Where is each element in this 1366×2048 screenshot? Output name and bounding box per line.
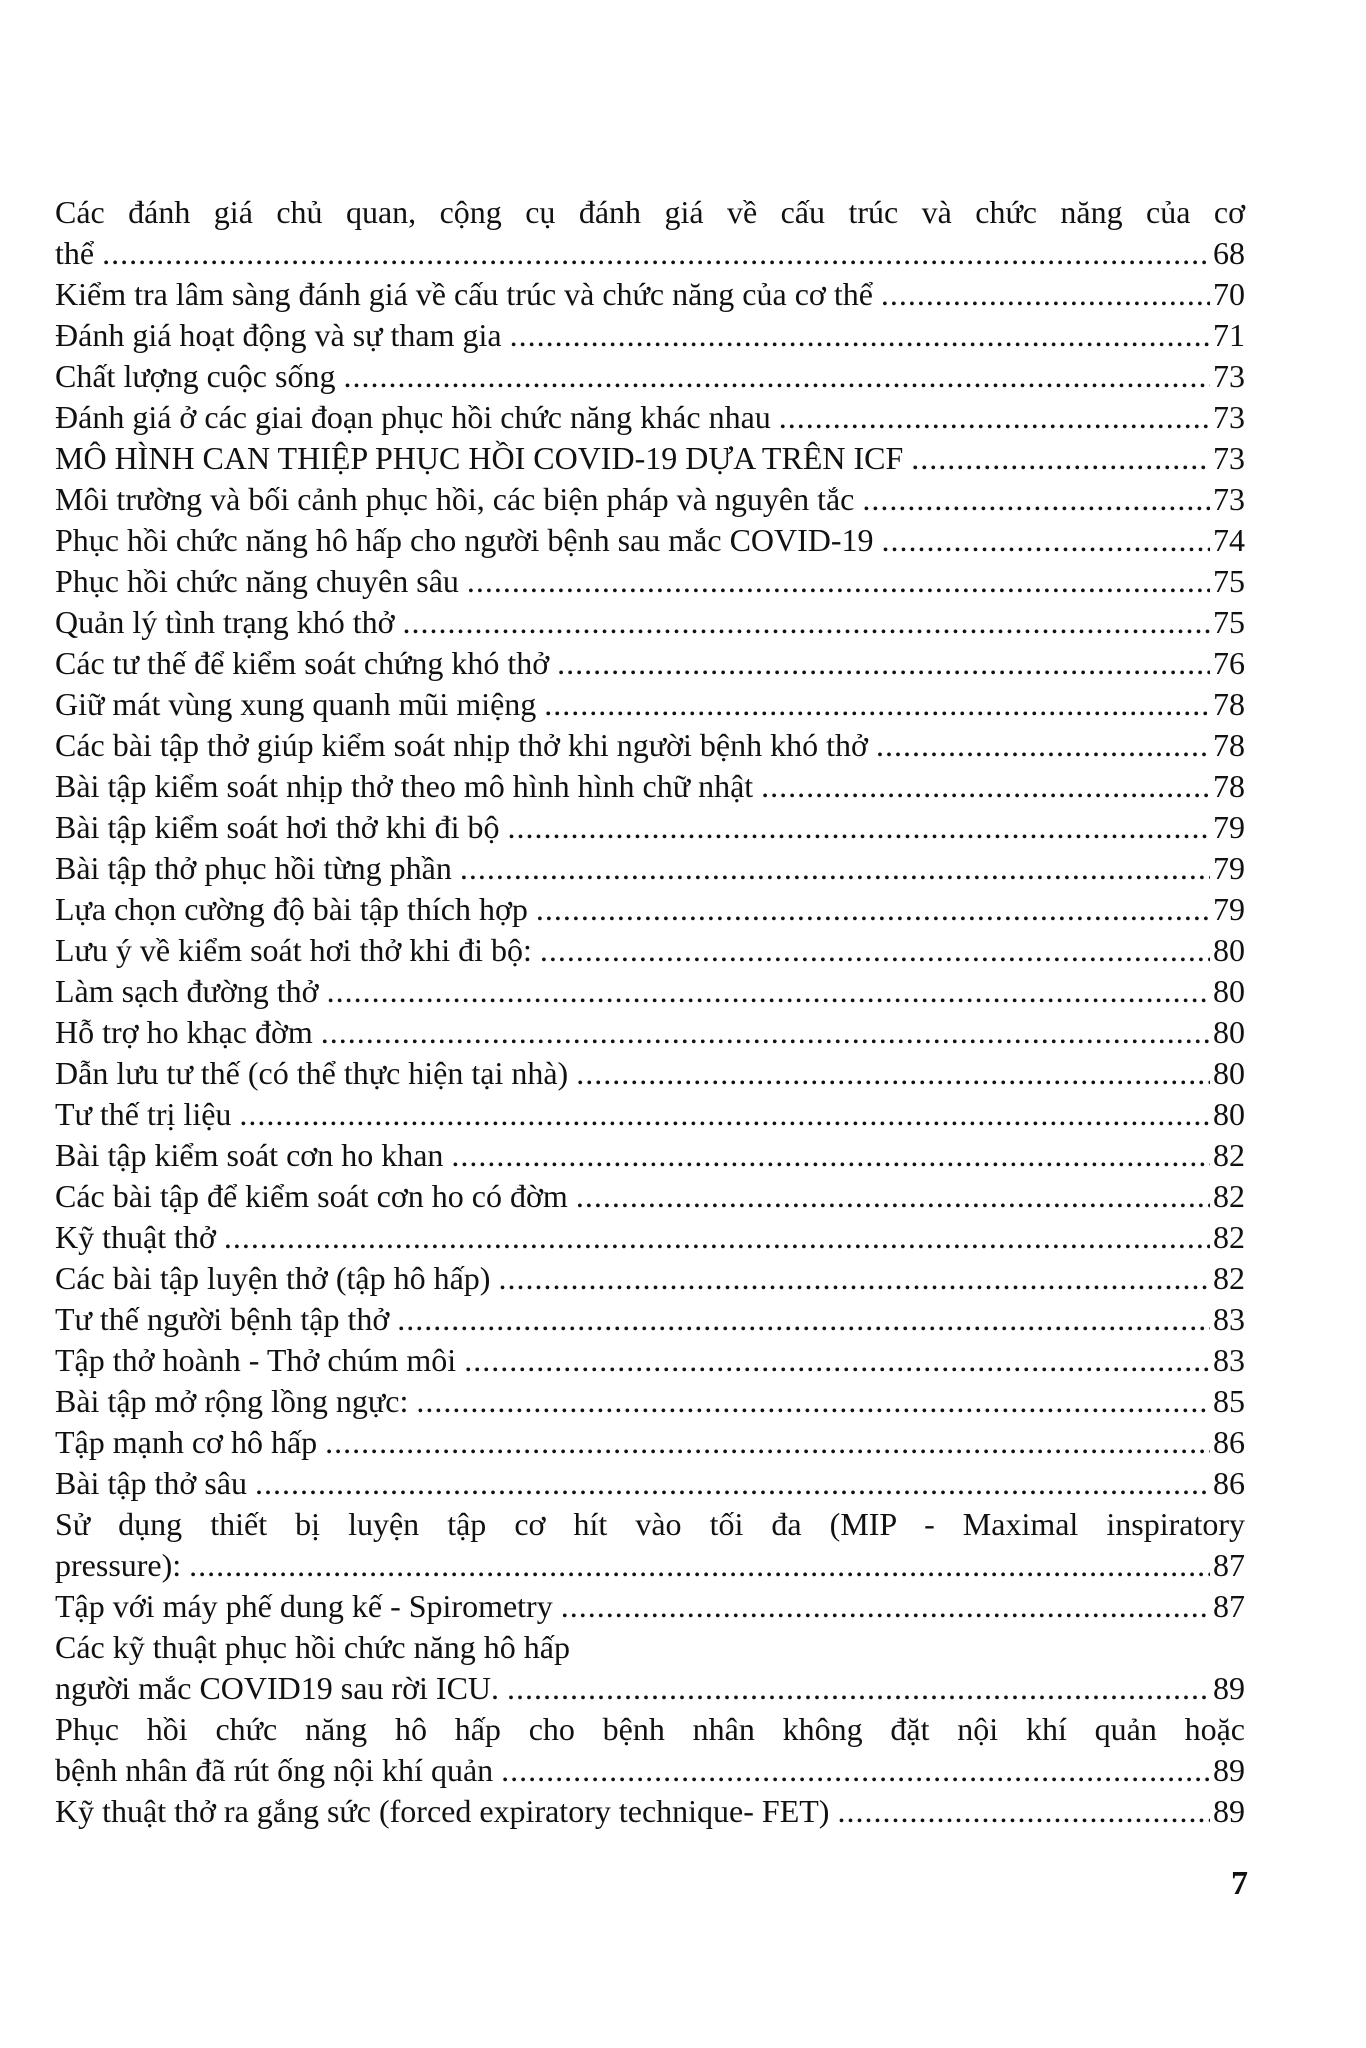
toc-entry-page: 73 <box>1213 358 1245 394</box>
toc-entry <box>55 1053 1245 1094</box>
table-of-contents <box>55 192 1245 1832</box>
toc-entry-title: MÔ HÌNH CAN THIỆP PHỤC HỒI COVID-19 DỰA TRÊN ICF <box>55 440 904 476</box>
toc-entry-page: 89 <box>1213 1670 1245 1706</box>
toc-entry-page: 87 <box>1213 1588 1245 1624</box>
toc-entry-title-line: Các đánh giá chủ quan, cộng cụ đánh giá về cấu trúc và chức năng của cơ <box>55 194 1245 230</box>
toc-entry-title-line: Các kỹ thuật phục hồi chức năng hô hấp <box>55 1629 570 1665</box>
toc-entry-page: 82 <box>1213 1178 1245 1214</box>
toc-entry <box>55 1258 1245 1299</box>
toc-entry-page: 78 <box>1213 768 1245 804</box>
toc-entry-title: Các bài tập thở giúp kiểm soát nhịp thở khi người bệnh khó thở <box>55 727 868 763</box>
dot-leader <box>189 1545 1210 1586</box>
toc-entry-title: Tập với máy phế dung kế - Spirometry <box>55 1588 553 1624</box>
toc-entry-page: 80 <box>1213 1014 1245 1050</box>
dot-leader <box>540 930 1210 971</box>
dot-leader <box>451 1135 1210 1176</box>
dot-leader <box>397 1299 1210 1340</box>
toc-entry-page: 86 <box>1213 1465 1245 1501</box>
toc-entry-title: Tập thở hoành - Thở chúm môi <box>55 1342 457 1378</box>
toc-entry-page: 83 <box>1213 1301 1245 1337</box>
toc-entry-page: 82 <box>1213 1260 1245 1296</box>
toc-entry <box>55 1340 1245 1381</box>
toc-entry-title: Bài tập mở rộng lồng ngực: <box>55 1383 409 1419</box>
toc-entry <box>55 1299 1245 1340</box>
toc-entry-title: Phục hồi chức năng chuyên sâu <box>55 563 459 599</box>
toc-entry-page: 73 <box>1213 481 1245 517</box>
dot-leader <box>416 1381 1210 1422</box>
toc-entry-page: 71 <box>1213 317 1245 353</box>
dot-leader <box>255 1463 1210 1504</box>
dot-leader <box>102 233 1210 274</box>
toc-entry-page: 68 <box>1213 235 1245 271</box>
dot-leader <box>876 725 1210 766</box>
toc-entry-title: Quản lý tình trạng khó thở <box>55 604 395 640</box>
toc-entry <box>55 725 1245 766</box>
toc-entry-page: 73 <box>1213 399 1245 435</box>
toc-entry-page: 70 <box>1213 276 1245 312</box>
dot-leader <box>779 397 1210 438</box>
toc-entry-title: Bài tập thở phục hồi từng phần <box>55 850 452 886</box>
dot-leader <box>464 1340 1210 1381</box>
toc-entry-title-line: thể <box>55 235 95 271</box>
toc-entry-title: Môi trường và bối cảnh phục hồi, các biện pháp và nguyên tắc <box>55 481 855 517</box>
toc-entry-title-line: pressure): <box>55 1547 182 1583</box>
dot-leader <box>882 520 1210 561</box>
dot-leader <box>881 274 1210 315</box>
toc-entry <box>55 520 1245 561</box>
toc-entry-title: Phục hồi chức năng hô hấp cho người bệnh sau mắc COVID-19 <box>55 522 874 558</box>
toc-entry-page: 80 <box>1213 1055 1245 1091</box>
dot-leader <box>862 479 1210 520</box>
toc-entry-title: Bài tập kiểm soát cơn ho khan <box>55 1137 444 1173</box>
dot-leader <box>343 356 1210 397</box>
toc-entry-title: Kỹ thuật thở <box>55 1219 216 1255</box>
toc-entry <box>55 971 1245 1012</box>
dot-leader <box>544 684 1210 725</box>
dot-leader <box>507 1668 1210 1709</box>
toc-entry-title: Đánh giá ở các giai đoạn phục hồi chức năng khác nhau <box>55 399 771 435</box>
toc-entry-page: 79 <box>1213 891 1245 927</box>
toc-entry-page: 83 <box>1213 1342 1245 1378</box>
toc-entry <box>55 561 1245 602</box>
toc-entry <box>55 602 1245 643</box>
dot-leader <box>576 1053 1210 1094</box>
dot-leader <box>561 1586 1210 1627</box>
toc-entry-title: Làm sạch đường thở <box>55 973 319 1009</box>
dot-leader <box>325 1422 1210 1463</box>
dot-leader <box>327 971 1210 1012</box>
toc-entry-page: 87 <box>1213 1547 1245 1583</box>
dot-leader <box>224 1217 1210 1258</box>
toc-entry-page: 78 <box>1213 727 1245 763</box>
toc-entry-page: 80 <box>1213 932 1245 968</box>
dot-leader <box>837 1791 1210 1832</box>
toc-entry-title: Đánh giá hoạt động và sự tham gia <box>55 317 502 353</box>
dot-leader <box>761 766 1210 807</box>
page-number: 7 <box>1231 1865 1248 1902</box>
toc-entry-page: 89 <box>1213 1793 1245 1829</box>
toc-entry <box>55 807 1245 848</box>
toc-entry-title: Giữ mát vùng xung quanh mũi miệng <box>55 686 537 722</box>
toc-entry <box>55 1709 1245 1791</box>
toc-entry <box>55 438 1245 479</box>
toc-entry <box>55 766 1245 807</box>
dot-leader <box>498 1258 1210 1299</box>
dot-leader <box>557 643 1210 684</box>
toc-entry-title: Các bài tập để kiểm soát cơn ho có đờm <box>55 1178 568 1214</box>
toc-entry <box>55 1791 1245 1832</box>
toc-entry-page: 80 <box>1213 1096 1245 1132</box>
toc-entry <box>55 684 1245 725</box>
dot-leader <box>467 561 1210 602</box>
toc-entry <box>55 848 1245 889</box>
toc-entry <box>55 274 1245 315</box>
toc-entry-page: 82 <box>1213 1137 1245 1173</box>
toc-entry-title: Bài tập kiểm soát hơi thở khi đi bộ <box>55 809 500 845</box>
toc-entry <box>55 397 1245 438</box>
toc-entry-page: 75 <box>1213 563 1245 599</box>
toc-entry <box>55 1012 1245 1053</box>
toc-entry <box>55 643 1245 684</box>
toc-entry-title: Hỗ trợ ho khạc đờm <box>55 1014 313 1050</box>
toc-entry-title-line: người mắc COVID19 sau rời ICU. <box>55 1670 500 1706</box>
toc-entry <box>55 1176 1245 1217</box>
toc-entry <box>55 356 1245 397</box>
toc-entry <box>55 889 1245 930</box>
toc-entry-title: Tập mạnh cơ hô hấp <box>55 1424 318 1460</box>
toc-entry-page: 80 <box>1213 973 1245 1009</box>
toc-entry <box>55 315 1245 356</box>
toc-entry-title: Kiểm tra lâm sàng đánh giá về cấu trúc và chức năng của cơ thể <box>55 276 873 312</box>
toc-entry-page: 79 <box>1213 850 1245 886</box>
toc-entry-title: Dẫn lưu tư thế (có thể thực hiện tại nhà) <box>55 1055 569 1091</box>
dot-leader <box>576 1176 1210 1217</box>
toc-entry-page: 74 <box>1213 522 1245 558</box>
toc-entry-title: Chất lượng cuộc sống <box>55 358 336 394</box>
toc-entry-page: 73 <box>1213 440 1245 476</box>
toc-entry <box>55 1627 1245 1709</box>
toc-entry-page: 76 <box>1213 645 1245 681</box>
dot-leader <box>510 315 1210 356</box>
toc-entry-title: Tư thế trị liệu <box>55 1096 232 1132</box>
toc-entry-title: Kỹ thuật thở ra gắng sức (forced expiratory technique- FET) <box>55 1793 830 1829</box>
toc-entry-page: 85 <box>1213 1383 1245 1419</box>
toc-entry <box>55 1463 1245 1504</box>
toc-entry <box>55 192 1245 274</box>
toc-entry-title: Bài tập thở sâu <box>55 1465 247 1501</box>
toc-entry-title-line: Phục hồi chức năng hô hấp cho bệnh nhân không đặt nội khí quản hoặc <box>55 1711 1245 1747</box>
toc-entry-page: 86 <box>1213 1424 1245 1460</box>
toc-entry <box>55 1217 1245 1258</box>
toc-entry-page: 82 <box>1213 1219 1245 1255</box>
toc-entry-title: Các tư thế để kiểm soát chứng khó thở <box>55 645 550 681</box>
dot-leader <box>501 1750 1210 1791</box>
toc-entry <box>55 1094 1245 1135</box>
toc-entry-page: 89 <box>1213 1752 1245 1788</box>
toc-entry-title: Các bài tập luyện thở (tập hô hấp) <box>55 1260 491 1296</box>
dot-leader <box>321 1012 1210 1053</box>
toc-entry <box>55 930 1245 971</box>
toc-entry-title: Lưu ý về kiểm soát hơi thở khi đi bộ: <box>55 932 532 968</box>
toc-entry-title-line: Sử dụng thiết bị luyện tập cơ hít vào tối đa (MIP - Maximal inspiratory <box>55 1506 1245 1542</box>
dot-leader <box>911 438 1210 479</box>
toc-entry-page: 79 <box>1213 809 1245 845</box>
toc-entry <box>55 479 1245 520</box>
toc-entry-title-line: bệnh nhân đã rút ống nội khí quản <box>55 1752 494 1788</box>
dot-leader <box>460 848 1210 889</box>
toc-entry-page: 75 <box>1213 604 1245 640</box>
dot-leader <box>239 1094 1210 1135</box>
dot-leader <box>507 807 1210 848</box>
toc-entry <box>55 1586 1245 1627</box>
toc-entry-title: Bài tập kiểm soát nhịp thở theo mô hình hình chữ nhật <box>55 768 754 804</box>
dot-leader <box>403 602 1210 643</box>
toc-entry <box>55 1504 1245 1586</box>
toc-entry-title: Tư thế người bệnh tập thở <box>55 1301 390 1337</box>
toc-entry-page: 78 <box>1213 686 1245 722</box>
toc-entry <box>55 1422 1245 1463</box>
toc-entry <box>55 1135 1245 1176</box>
dot-leader <box>536 889 1210 930</box>
toc-entry-title: Lựa chọn cường độ bài tập thích hợp <box>55 891 528 927</box>
toc-entry <box>55 1381 1245 1422</box>
